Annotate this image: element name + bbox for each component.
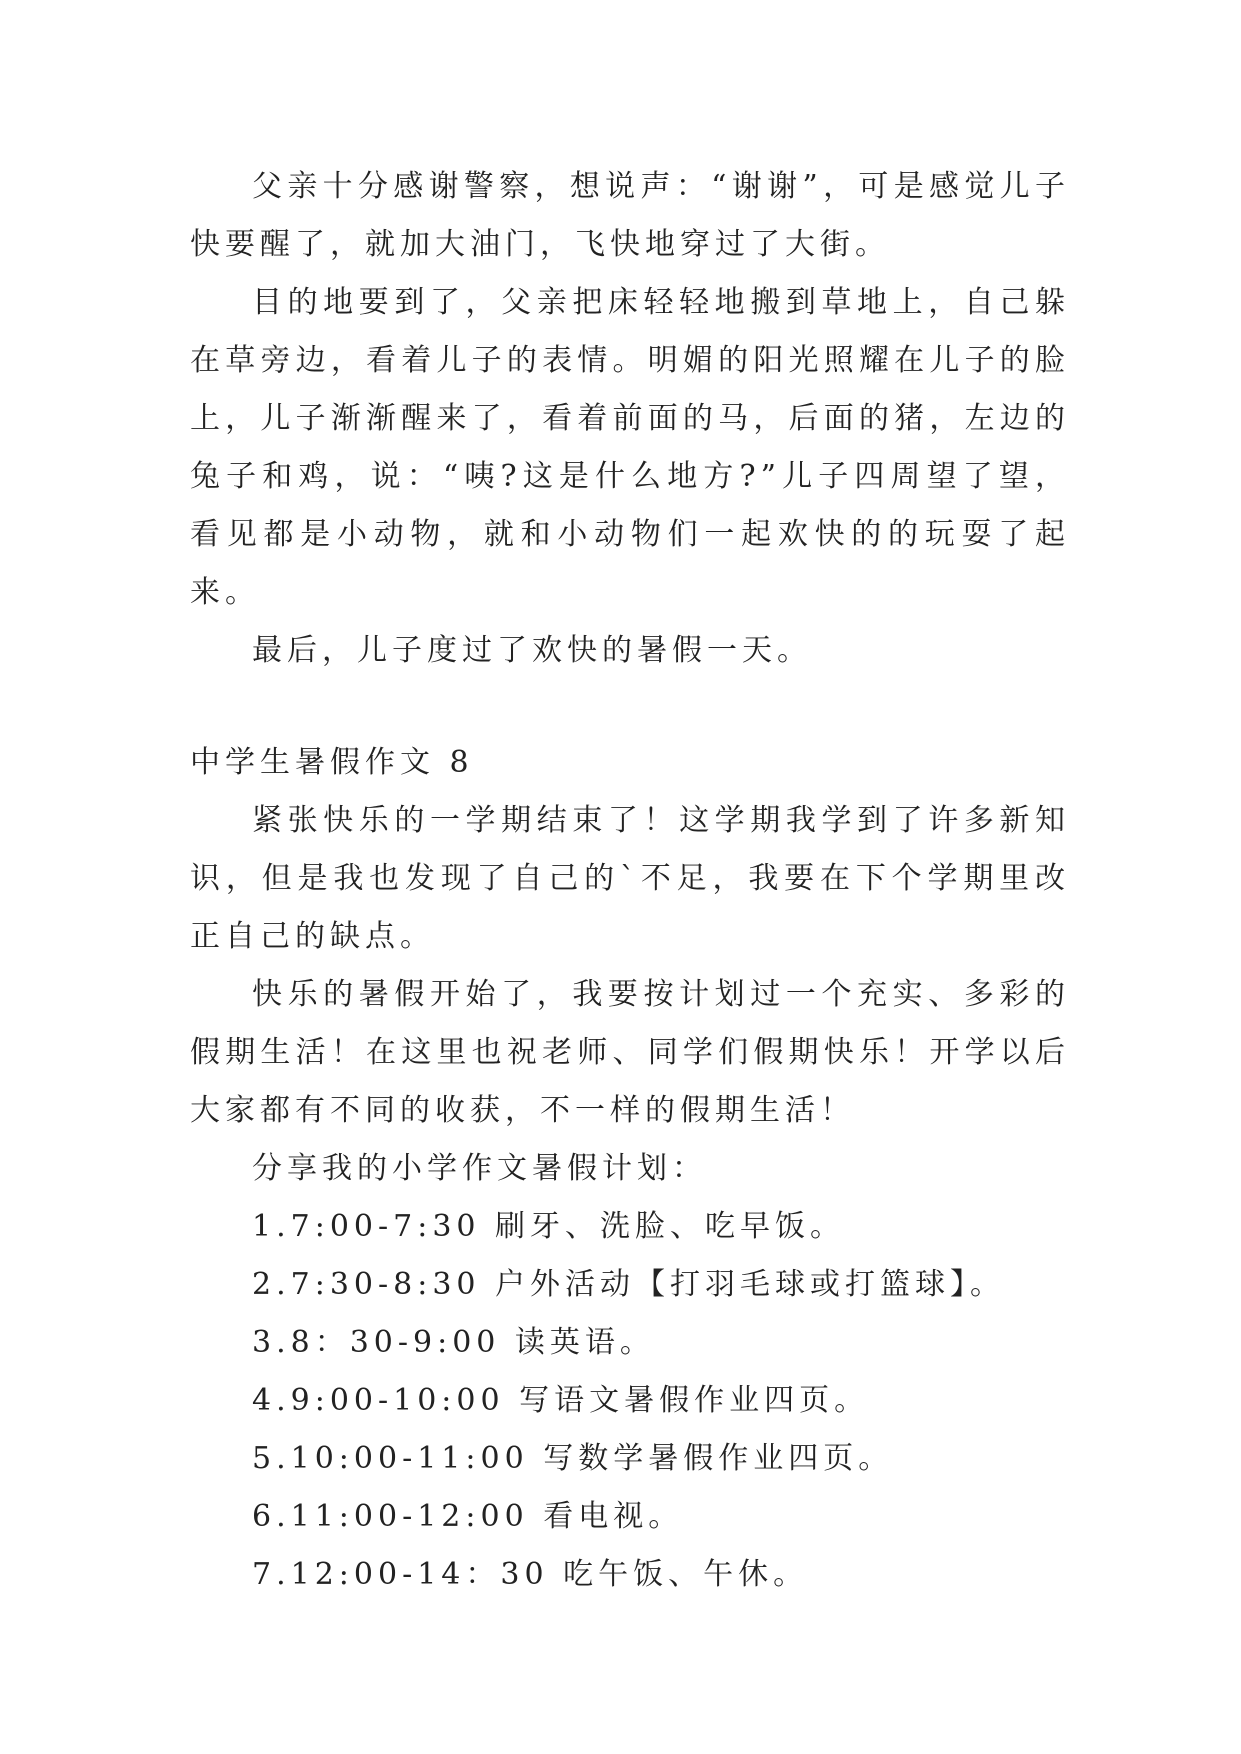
list-item: 6.11:00-12:00 看电视。 [252, 1499, 684, 1534]
list-item: 2.7:30-8:30 户外活动【打羽毛球或打篮球】。 [252, 1267, 1006, 1302]
paragraph-plan-intro: 分享我的小学作文暑假计划： [252, 1151, 707, 1186]
paragraph-semester-end: 紧张快乐的一学期结束了！这学期我学到了许多新知识，但是我也发现了自己的`不足，我要在下个学期里改正自己的缺点。 [190, 803, 1070, 954]
list-item: 5.10:00-11:00 写数学暑假作业四页。 [252, 1441, 894, 1476]
paragraph-father-thanks: 父亲十分感谢警察，想说声：“谢谢”，可是感觉儿子快要醒了，就加大油门，飞快地穿过了大街。 [190, 169, 1070, 262]
document-page [190, 158, 1070, 1604]
paragraph-destination: 目的地要到了，父亲把床轻轻地搬到草地上，自己躲在草旁边，看着儿子的表情。明媚的阳光照耀在儿子的脸上，儿子渐渐醒来了，看着前面的马，后面的猪，左边的兔子和鸡，说：“咦?这是什么地方?”儿子四周望了望，看见都是小动物，就和小动物们一起欢快的的玩耍了起来。 [190, 285, 1070, 610]
paragraph-ending: 最后，儿子度过了欢快的暑假一天。 [252, 633, 812, 668]
list-item: 3.8：30-9:00 读英语。 [252, 1325, 655, 1360]
plan-list [190, 1198, 1070, 1604]
paragraph-summer-start: 快乐的暑假开始了，我要按计划过一个充实、多彩的假期生活！在这里也祝老师、同学们假期快乐！开学以后大家都有不同的收获，不一样的假期生活！ [190, 977, 1070, 1128]
list-item: 7.12:00-14：30 吃午饭、午休。 [252, 1557, 809, 1592]
section-title: 中学生暑假作文 8 [190, 745, 474, 780]
list-item: 1.7:00-7:30 刷牙、洗脸、吃早饭。 [252, 1209, 846, 1244]
list-item: 4.9:00-10:00 写语文暑假作业四页。 [252, 1383, 870, 1418]
